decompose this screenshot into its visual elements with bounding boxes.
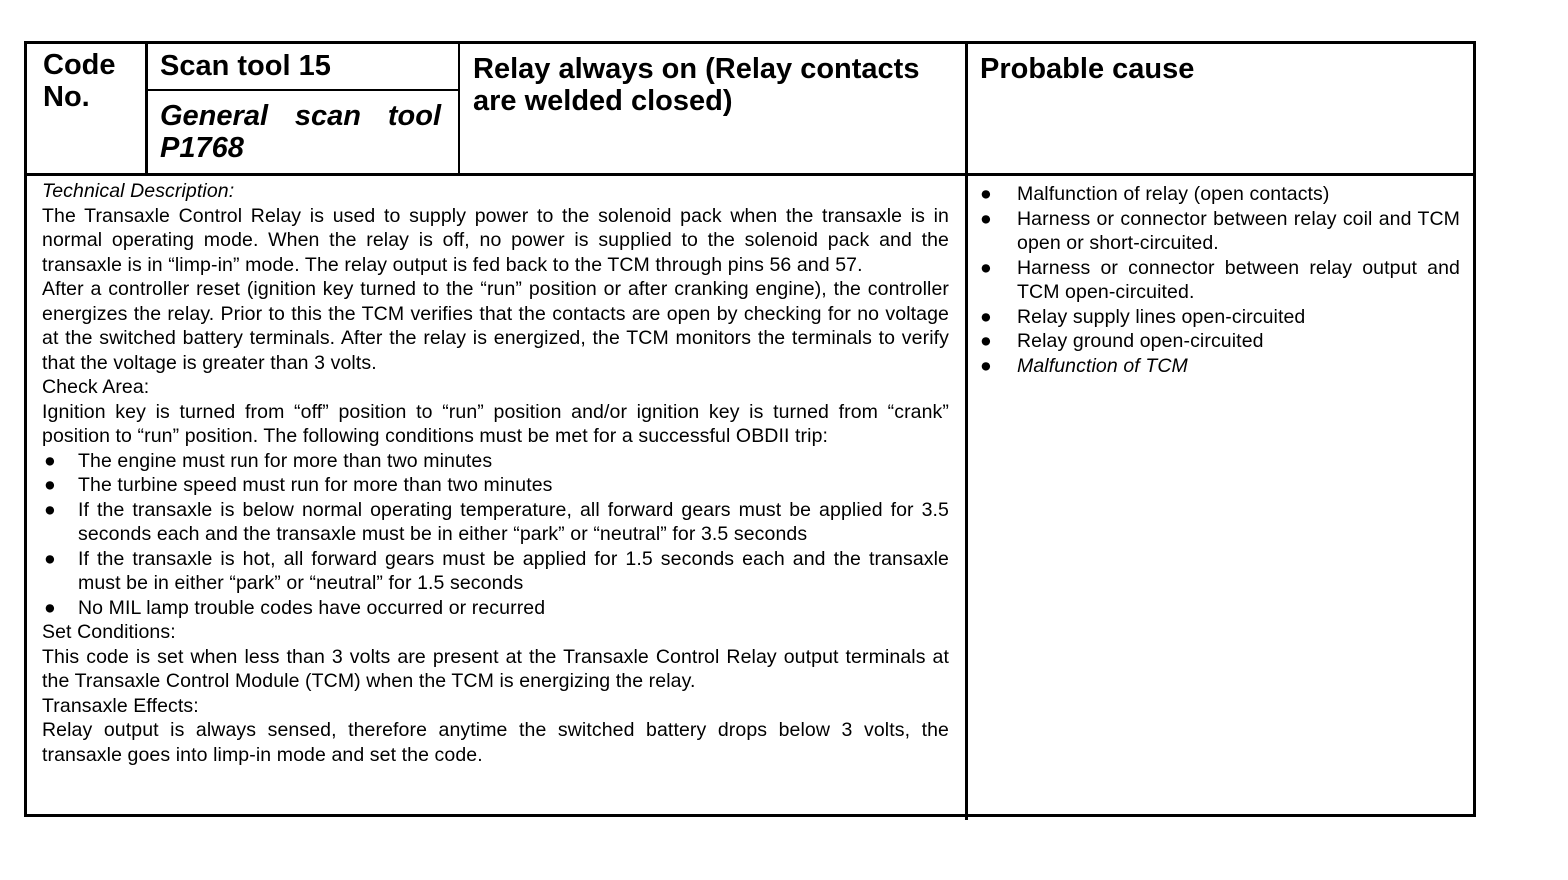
technical-description-cell: [42, 179, 949, 767]
set-conditions-label: Set Conditions:: [42, 621, 176, 643]
check-area-label: Check Area:: [42, 376, 150, 398]
header-divider: [27, 173, 1473, 176]
general-scan-tool-header: [160, 100, 441, 164]
bullet-icon: ●: [980, 256, 992, 279]
bullet-icon: ●: [44, 449, 56, 472]
column-divider-code: [145, 44, 148, 173]
controller-reset-text: After a controller reset (ignition key turned to the “run” position or after cranking engine), the controller energizes the relay. Prior to this the TCM verifies that the contacts are open by checking for no voltage at the switched battery terminals. After the relay is energized, the TCM monitors the terminals to verify that the voltage is greater than 3 volts.: [42, 278, 949, 374]
fault-title-header: Relay always on (Relay contacts are welded closed): [473, 53, 920, 117]
bullet-icon: ●: [44, 474, 56, 496]
list-item: ● Malfunction of TCM: [980, 354, 1188, 377]
probable-cause-header: Probable cause: [980, 53, 1195, 85]
code-no-header: Code No.: [43, 49, 116, 113]
set-conditions-text: This code is set when less than 3 volts are present at the Transaxle Control Relay output terminals at the Transaxle Control Module (TCM) when the TCM is energizing the relay.: [42, 645, 949, 692]
technical-description-label: Technical Description:: [42, 180, 235, 202]
list-item: ● Relay ground open-circuited: [980, 330, 1264, 352]
bullet-icon: ●: [980, 354, 992, 377]
list-item: ● Harness or connector between relay coil and TCM open or short-circuited.: [980, 207, 1460, 254]
list-item: ● The turbine speed must run for more than two minutes: [44, 474, 553, 496]
column-divider-scan: [458, 44, 460, 173]
bullet-icon: ●: [44, 547, 56, 570]
scan-tool-header: Scan tool 15: [160, 50, 331, 82]
bullet-icon: ●: [980, 207, 992, 230]
list-item: ● Malfunction of relay (open contacts): [980, 183, 1330, 205]
column-divider-cause: [965, 44, 968, 820]
diagnostic-code-table: [24, 41, 1476, 817]
list-item: ● Harness or connector between relay output and TCM open-circuited.: [980, 256, 1460, 303]
trip-conditions-list: [42, 449, 949, 621]
probable-cause-cell: [980, 182, 1460, 378]
check-area-text: Ignition key is turned from “off” position to “run” position and/or ignition key is turned from “crank” position to “run” position. The following conditions must be met for a successful OBDII trip:: [42, 400, 949, 447]
bullet-icon: ●: [980, 305, 992, 328]
transaxle-effects-text: Relay output is always sensed, therefore anytime the switched battery drops below 3 volts, the transaxle goes into limp-in mode and set the code.: [42, 719, 949, 766]
scan-tool-divider: [145, 89, 460, 91]
probable-cause-list: [980, 182, 1460, 378]
bullet-icon: ●: [980, 330, 992, 352]
list-item: ● Relay supply lines open-circuited: [980, 305, 1306, 328]
bullet-icon: ●: [44, 498, 56, 521]
list-item: ● If the transaxle is hot, all forward gears must be applied for 1.5 seconds each and the transaxle must be in either “park” or “neutral” for 1.5 seconds: [44, 547, 949, 594]
list-item: ● If the transaxle is below normal operating temperature, all forward gears must be applied for 3.5 seconds each and the transaxle must be in either “park” or “neutral” for 3.5 seconds: [44, 498, 949, 545]
list-item: ● The engine must run for more than two minutes: [44, 449, 493, 472]
transaxle-effects-label: Transaxle Effects:: [42, 694, 199, 717]
general-scan-tool-code: General scan tool P1768: [160, 100, 441, 164]
technical-description-text: The Transaxle Control Relay is used to supply power to the solenoid pack when the transaxle is in normal operating mode. When the relay is off, no power is supplied to the solenoid pack and the transaxle is in “limp-in” mode. The relay output is fed back to the TCM through pins 56 and 57.: [42, 204, 949, 276]
bullet-icon: ●: [44, 596, 56, 619]
bullet-icon: ●: [980, 183, 992, 205]
list-item: ● No MIL lamp trouble codes have occurred or recurred: [44, 596, 546, 619]
